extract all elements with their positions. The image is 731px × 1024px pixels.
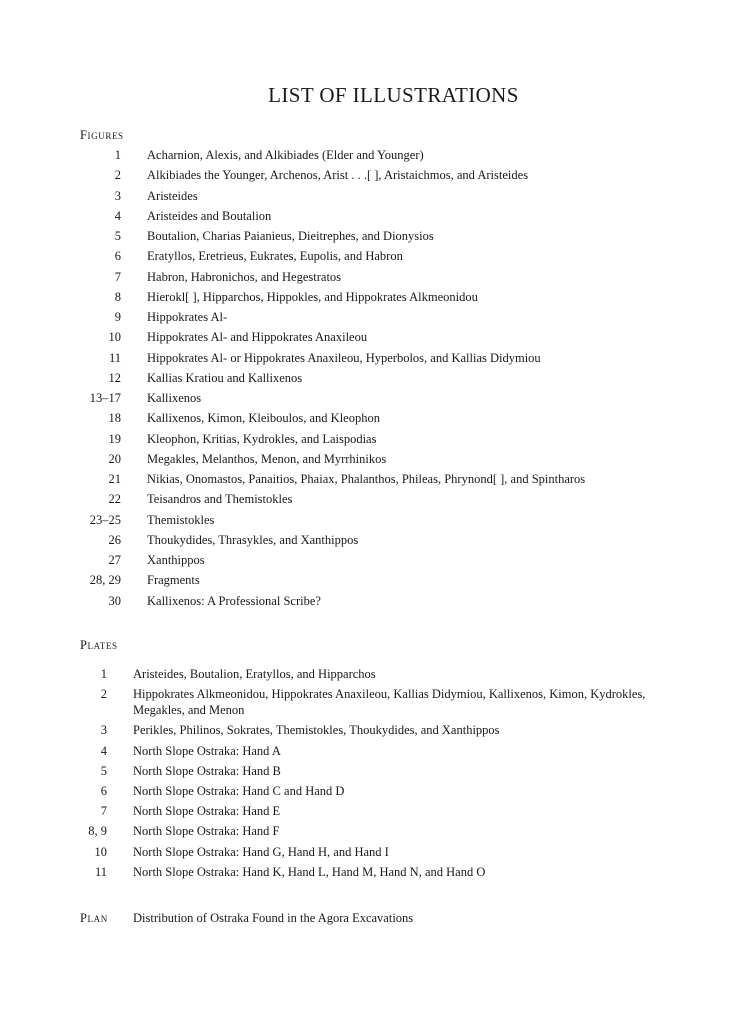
plate-entry: [0, 864, 731, 880]
figure-number: 12: [108, 370, 121, 385]
figure-entry: [0, 309, 731, 329]
figure-entry: [0, 208, 731, 228]
plate-number: 7: [100, 804, 107, 819]
plate-title: North Slope Ostraka: Hand B: [133, 763, 281, 778]
figure-number: 13–17: [89, 391, 121, 405]
plate-number: 6: [100, 783, 107, 798]
figure-number: 5: [114, 229, 121, 243]
figure-number: 26: [108, 532, 121, 547]
page-title: LIST OF ILLUSTRATIONS: [268, 83, 519, 107]
plate-number: 8, 9: [88, 824, 107, 839]
figure-entry: [0, 329, 731, 349]
figure-title: Hippokrates Al-: [147, 310, 228, 324]
figure-number: 30: [108, 593, 121, 608]
figure-number: 4: [114, 208, 121, 223]
figure-entry: [0, 370, 731, 390]
figure-title: Hierokl[ ], Hipparchos, Hippokles, and Hippokrates Alkmeonidou: [147, 289, 478, 304]
plate-number: 11: [94, 864, 107, 879]
figure-number: 20: [108, 451, 121, 466]
figure-number: 23–25: [89, 512, 121, 527]
figures-list: [0, 147, 731, 613]
figure-title: Teisandros and Themistokles: [147, 492, 293, 507]
figure-title: Aristeides and Boutalion: [147, 208, 272, 223]
figure-title: Fragments: [147, 573, 200, 588]
plan-entry: [80, 910, 413, 926]
figure-number: 10: [108, 330, 121, 345]
figure-title: Thoukydides, Thrasykles, and Xanthippos: [147, 532, 359, 547]
figure-entry: [0, 471, 731, 491]
figure-number: 11: [108, 350, 121, 365]
plate-number: 10: [94, 844, 107, 859]
figure-entry: [0, 431, 731, 451]
figure-entry: [0, 248, 731, 268]
figure-title: Hippokrates Al- or Hippokrates Anaxileou, Hyperbolos, and Kallias Didymiou: [147, 350, 541, 365]
figure-title: Nikias, Onomastos, Panaitios, Phaiax, Phalanthos, Phileas, Phrynond[ ], and Spintharos: [147, 472, 586, 486]
figure-entry: [0, 147, 731, 167]
plate-title: Aristeides, Boutalion, Eratyllos, and Hipparchos: [133, 667, 376, 681]
plate-number: 4: [100, 743, 107, 758]
figure-title: Eratyllos, Eretrieus, Eukrates, Eupolis, and Habron: [147, 249, 403, 264]
plate-number: 2: [100, 687, 107, 702]
plan-title: Distribution of Ostraka Found in the Agora Excavations: [133, 911, 414, 925]
figure-title: Hippokrates Al- and Hippokrates Anaxileou: [147, 330, 368, 345]
plate-title: Hippokrates Alkmeonidou, Hippokrates Anaxileou, Kallias Didymiou, Kallixenos, Kimon, Kydrokles, Megakles, and Menon: [133, 687, 646, 718]
figure-entry: [0, 188, 731, 208]
figure-number: 18: [108, 411, 121, 426]
plate-title: North Slope Ostraka: Hand G, Hand H, and Hand I: [133, 844, 389, 859]
figure-entry: [0, 451, 731, 471]
figure-title: Megakles, Melanthos, Menon, and Myrrhinikos: [147, 451, 387, 466]
figure-entry: [0, 593, 731, 613]
plate-entry: [0, 763, 731, 779]
figure-title: Kallixenos, Kimon, Kleiboulos, and Kleophon: [147, 411, 380, 426]
plate-title: North Slope Ostraka: Hand A: [133, 743, 281, 758]
plate-entry: [0, 803, 731, 819]
plate-entry: [0, 783, 731, 799]
plan-label: Plan: [80, 911, 108, 925]
figure-entry: [0, 512, 731, 532]
figure-entry: [0, 228, 731, 248]
figure-entry: [0, 410, 731, 430]
figure-entry: [0, 390, 731, 410]
plate-number: 1: [100, 667, 107, 681]
figure-entry: [0, 350, 731, 370]
figure-entry: [0, 532, 731, 552]
figures-heading: Figures: [80, 128, 124, 142]
figure-number: 7: [114, 269, 121, 284]
figure-title: Alkibiades the Younger, Archenos, Arist . . .[ ], Aristaichmos, and Aristeides: [147, 168, 529, 183]
plate-title: North Slope Ostraka: Hand C and Hand D: [133, 783, 345, 798]
figure-title: Kallias Kratiou and Kallixenos: [147, 370, 303, 385]
figure-entry: [0, 572, 731, 592]
plate-entry: [0, 666, 731, 682]
plate-number: 3: [100, 723, 107, 738]
figure-number: 21: [108, 472, 121, 486]
plate-entry: [0, 722, 731, 738]
figure-number: 2: [114, 168, 121, 183]
figure-number: 8: [114, 289, 121, 304]
plate-entry: [0, 844, 731, 860]
figure-number: 3: [114, 188, 121, 203]
figure-number: 27: [108, 553, 121, 567]
figure-title: Boutalion, Charias Paianieus, Dieitrephes, and Dionysios: [147, 229, 434, 243]
figure-number: 9: [114, 310, 121, 324]
figure-title: Aristeides: [147, 188, 198, 203]
plate-title: Perikles, Philinos, Sokrates, Themistokles, Thoukydides, and Xanthippos: [133, 723, 500, 738]
plate-entry: [0, 823, 731, 839]
figure-title: Acharnion, Alexis, and Alkibiades (Elder and Younger): [147, 148, 424, 162]
plates-list: [0, 666, 731, 884]
figure-entry: [0, 167, 731, 187]
plate-title: North Slope Ostraka: Hand F: [133, 824, 280, 839]
figure-title: Kallixenos: A Professional Scribe?: [147, 593, 321, 608]
plate-number: 5: [100, 763, 107, 778]
figure-number: 19: [108, 431, 121, 446]
plate-entry: [0, 743, 731, 759]
figure-entry: [0, 491, 731, 511]
figure-entry: [0, 289, 731, 309]
plate-entry: [0, 686, 731, 718]
figure-title: Kleophon, Kritias, Kydrokles, and Laispodias: [147, 431, 377, 446]
plates-heading: Plates: [80, 638, 118, 652]
figure-number: 1: [114, 148, 121, 162]
plate-title: North Slope Ostraka: Hand K, Hand L, Hand M, Hand N, and Hand O: [133, 864, 486, 879]
figure-title: Themistokles: [147, 512, 215, 527]
figure-number: 22: [108, 492, 121, 507]
figure-title: Xanthippos: [147, 553, 205, 567]
figure-number: 28, 29: [89, 573, 121, 588]
figure-entry: [0, 269, 731, 289]
figure-number: 6: [114, 249, 121, 264]
plate-title: North Slope Ostraka: Hand E: [133, 804, 281, 819]
figure-title: Habron, Habronichos, and Hegestratos: [147, 269, 342, 284]
figure-title: Kallixenos: [147, 391, 202, 405]
figure-entry: [0, 552, 731, 572]
